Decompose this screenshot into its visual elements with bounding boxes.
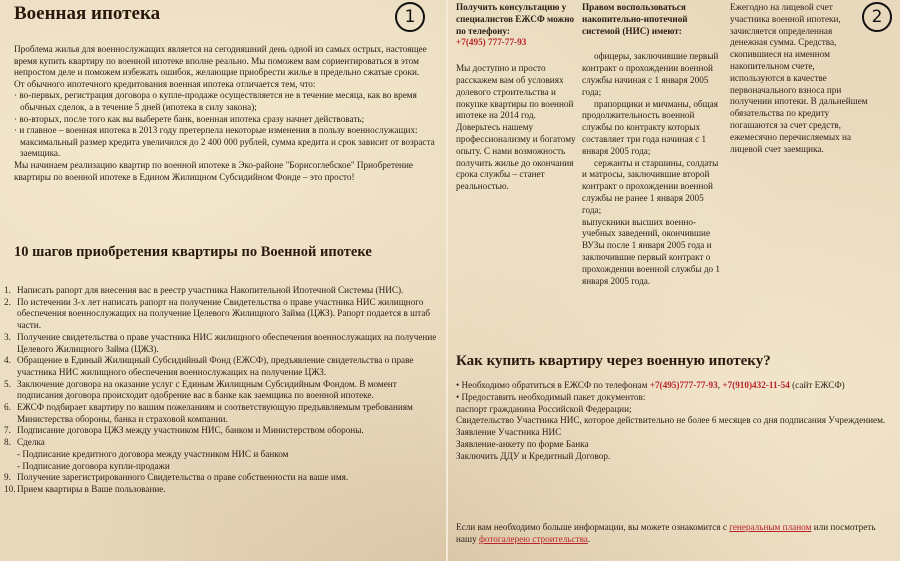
intro-paragraph-1: Проблема жилья для военнослужащих является на сегодняшний день одной из самых острых, настоящее время купить квартиру по военной ипотеке вполне реально. Мы поможем вам сориентироваться в этом непростом деле и поможем избежать ошибок, желающие приобрести жилье в предельно сжатые сроки. bbox=[14, 44, 427, 78]
step-text: Получение зарегистрированного Свидетельства о праве собственности на ваше имя. bbox=[17, 472, 349, 483]
step-item bbox=[4, 402, 444, 425]
consultation-heading: Получить консультацию у специалистов ЕЖСФ можно по телефону: bbox=[456, 2, 575, 36]
list-item: · и главное – военная ипотека в 2013 году претерпела некоторые изменения в пользу военнослужащих: максимальный размер кредита увеличился до 2 400 000 рублей, сумма кредита и срок зависит от возраста заемщика. bbox=[14, 125, 444, 160]
more-info-pre: Если вам необходимо больше информации, вы можете ознакомится с bbox=[456, 522, 730, 532]
step-item bbox=[4, 461, 444, 473]
step-text: Получение свидетельства о праве участника НИС жилищного обеспечения военнослужащих на получение Целевого Жилищного Займа (ЦЖЗ). bbox=[17, 331, 437, 354]
step-text: - Подписание договора купли-продажи bbox=[17, 460, 170, 471]
step-text: Прием квартиры в Ваше пользование. bbox=[17, 483, 166, 494]
step-item bbox=[4, 484, 444, 496]
step-number: 9. bbox=[4, 472, 11, 483]
phone-link-1[interactable]: +7(495)777-77-93 bbox=[649, 380, 718, 390]
consultation-phone[interactable]: +7(495) 777-77-93 bbox=[456, 37, 527, 48]
document-item: Заявление-анкету по форме Банка bbox=[456, 438, 589, 449]
step-text: Обращение в Единый Жилищный Субсидийный Фонд (ЕЖСФ), предъявление свидетельства о праве участника НИС жилищного обеспечения военнослужащих на получение ЦЖЗ. bbox=[17, 355, 414, 377]
step-item bbox=[4, 379, 444, 402]
step-text: Подписание договора ЦЖЗ между участником НИС, банком и Министерством обороны. bbox=[17, 425, 364, 436]
step-number: 10. bbox=[4, 483, 16, 494]
step-number bbox=[4, 449, 17, 461]
step-number: 2. bbox=[4, 296, 11, 307]
step-text: - Подписание кредитного договора между участником НИС и банком bbox=[17, 448, 289, 459]
contact-text: • Необходимо обратиться в ЕЖСФ по телефонам bbox=[456, 380, 650, 390]
how-to-buy-list bbox=[456, 380, 896, 463]
left-panel bbox=[0, 0, 448, 561]
photo-gallery-link[interactable]: фотогалерею строительства bbox=[478, 533, 588, 544]
step-item bbox=[4, 355, 444, 378]
site-note: (сайт ЕЖСФ) bbox=[789, 380, 845, 390]
documents-intro: • Предоставить необходимый пакет документов: bbox=[456, 391, 646, 402]
list-item: выпускники высших военно-учебных заведений, окончившие ВУЗы после 1 января 2005 года и заключившие первый контракт о прохождении военной службы до 1 января 2005 года. bbox=[582, 216, 720, 286]
step-number: 6. bbox=[4, 402, 11, 413]
more-info-mid: или посмотреть нашу bbox=[456, 522, 876, 544]
handwritten-number-2: 2 bbox=[862, 2, 892, 32]
step-item bbox=[4, 425, 444, 437]
step-item bbox=[4, 332, 444, 355]
step-text: ЕЖСФ подбирает квартиру по вашим пожеланиям и соответствующую предъявляемым требованиям Министерства обороны, банка и страховой компании. bbox=[17, 402, 413, 424]
document-item: Свидетельство Участника НИС, которое действительно не более 6 месяцев со дня подписания Учреждением. bbox=[456, 415, 886, 426]
separator: , bbox=[717, 380, 723, 390]
consultation-body: Мы доступно и просто расскажем вам об условиях долевого строительства и покупке квартиры по военной ипотеке на 2014 год. Доверьтесь нашему профессионализму и богатому опыту. С нами возможность получить жилье до окончания срока службы – станет реальностью. bbox=[456, 63, 576, 192]
step-text: Заключение договора на оказание услуг с Единым Жилищным Субсидийным Фондом. В момент подписания договора происходит одобрение вас в банке как заемщика по военной ипотеке. bbox=[17, 378, 397, 401]
step-number: 5. bbox=[4, 378, 11, 389]
more-info-text bbox=[456, 522, 896, 546]
step-number bbox=[4, 461, 17, 473]
account-info-text: Ежегодно на лицевой счет участника военной ипотеки, зачисляется определенная денежная сумма. Средства, скопившиеся на именном накопительном счете, используются в качестве первоначального взноса при получении ипотеки. В дальнейшем обязательства по кредиту погашаются за счет средств, ежемесячно перечисляемых на лицевой счет заемщика. bbox=[730, 2, 868, 154]
step-item bbox=[4, 472, 444, 484]
account-info-column bbox=[730, 2, 868, 155]
list-item: сержанты и старшины, солдаты и матросы, заключившие второй контракт о прохождении военной службы не ранее 1 января 2005 года; bbox=[582, 157, 719, 215]
page-title: Военная ипотека bbox=[14, 3, 161, 24]
step-text: По истечении 3-х лет написать рапорт на получение Свидетельства о праве участника НИС жилищного обеспечения военнослужащих на получение Целевого Жилищного Займа (ЦЖЗ). Рапорт подается в штаб части. bbox=[17, 296, 431, 331]
steps-heading: 10 шагов приобретения квартиры по Военной ипотеке bbox=[14, 244, 372, 260]
list-item: прапорщики и мичманы, общая продолжительность военной службы по контракту которых составляет три года начиная с 1 января 2005 года; bbox=[582, 98, 718, 156]
step-number: 7. bbox=[4, 425, 11, 436]
document-item: Заявление Участника НИС bbox=[456, 427, 562, 438]
step-number: 4. bbox=[4, 355, 11, 366]
list-item: · во-первых, регистрация договора о купле-продаже осуществляется не в течение месяца, как во время обычных сделок, а в течение 5 дней (ипотека в силу закона); bbox=[14, 90, 444, 113]
intro-paragraph-3: Мы начинаем реализацию квартир по военной ипотеке в Эко-районе "Борисоглебское" Приобретение квартиры по военной ипотеке в Едином Жилищном Субсидийном Фонде – это просто! bbox=[14, 159, 413, 182]
steps-list bbox=[4, 285, 444, 496]
document-item: паспорт гражданина Российской Федерации; bbox=[456, 403, 632, 414]
nis-eligibility-column bbox=[582, 2, 720, 287]
step-item bbox=[4, 285, 444, 297]
document-item: Заключить ДДУ и Кредитный Договор. bbox=[456, 450, 611, 461]
step-item bbox=[4, 297, 444, 332]
step-text: Написать рапорт для внесения вас в реестр участника Накопительной Ипотечной Системы (НИС). bbox=[17, 285, 404, 295]
step-text: Сделка bbox=[17, 437, 45, 448]
step-item bbox=[4, 437, 444, 449]
list-item: · во-вторых, после того как вы выберете банк, военная ипотека сразу начнет действовать; bbox=[14, 114, 444, 126]
intro-paragraph-2: От обычного ипотечного кредитования военная ипотека отличается тем, что: bbox=[14, 78, 316, 89]
step-number: 3. bbox=[4, 331, 11, 342]
step-number: 8. bbox=[4, 437, 11, 448]
consultation-column bbox=[456, 2, 580, 193]
intro-text bbox=[14, 44, 444, 183]
contact-line bbox=[456, 380, 896, 392]
list-item: офицеры, заключившие первый контракт о прохождении военной службы начиная с 1 января 2005 года; bbox=[582, 51, 719, 97]
more-info-post: . bbox=[587, 533, 591, 544]
how-to-buy-heading: Как купить квартиру через военную ипотеку? bbox=[456, 353, 771, 369]
master-plan-link[interactable]: генеральным планом bbox=[729, 522, 812, 532]
nis-heading: Правом воспользоваться накопительно-ипотечной системой (НИС) имеют: bbox=[582, 2, 688, 36]
phone-link-2[interactable]: +7(910)432-11-54 bbox=[722, 380, 790, 390]
differences-list bbox=[14, 90, 444, 160]
handwritten-number-1: 1 bbox=[395, 2, 425, 32]
step-item bbox=[4, 449, 444, 461]
step-number: 1. bbox=[4, 285, 11, 295]
